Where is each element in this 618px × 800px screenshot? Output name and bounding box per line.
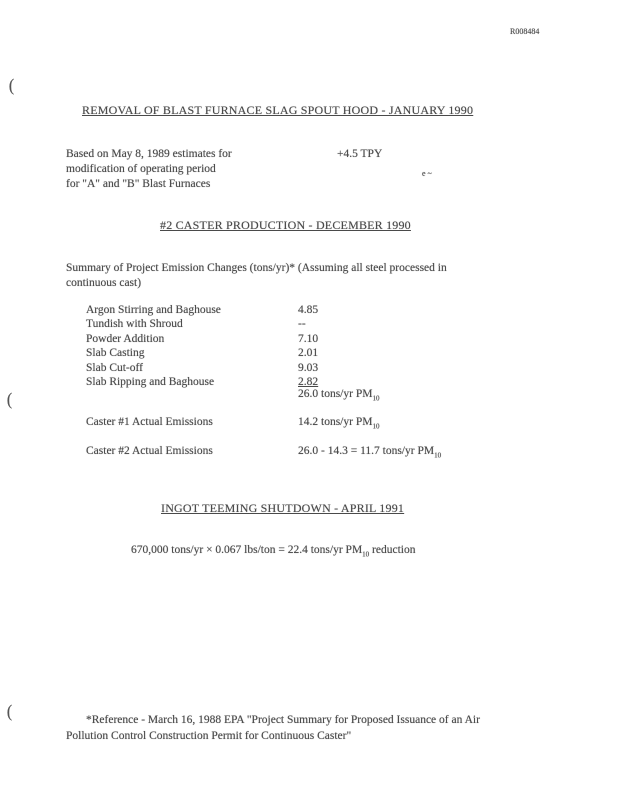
section1-line3: for "A" and "B" Blast Furnaces [66, 178, 211, 190]
emission-item-label: Slab Casting [86, 347, 145, 359]
section1-heading: REMOVAL OF BLAST FURNACE SLAG SPOUT HOOD - JANUARY 1990 [82, 103, 474, 117]
binder-mark-bottom: ( [6, 702, 14, 723]
section2-heading: #2 CASTER PRODUCTION - DECEMBER 1990 [160, 218, 411, 232]
section1-line1-value: +4.5 TPY [337, 148, 383, 160]
emission-item-value: 2.01 [298, 347, 319, 359]
stray-note: e ~ [422, 169, 432, 178]
caster2-label: Caster #2 Actual Emissions [86, 445, 213, 457]
emission-item-value: -- [298, 318, 306, 330]
footnote-line2: Pollution Control Construction Permit for Continuous Caster" [66, 730, 352, 742]
emission-item-value: 2.82 [298, 376, 319, 388]
section1-line2: modification of operating period [66, 163, 216, 175]
section1-line1: Based on May 8, 1989 estimates for [66, 148, 232, 160]
footnote-line1: *Reference - March 16, 1988 EPA "Project Summary for Proposed Issuance of an Air [86, 714, 480, 726]
caster2-value: 26.0 - 14.3 = 11.7 tons/yr $PM_{10}$ [298, 445, 442, 460]
summary-line1: Summary of Project Emission Changes (tons/yr)* (Assuming all steel processed in [66, 262, 447, 274]
emission-item-label: Slab Cut-off [86, 362, 143, 374]
ingot-calculation: 670,000 tons/yr × 0.067 lbs/ton = 22.4 tons/yr $PM_{10}$ reduction [131, 544, 416, 559]
binder-mark-top: ( [8, 76, 16, 97]
summary-line2: continuous cast) [66, 277, 142, 289]
emission-item-value: 4.85 [298, 304, 319, 316]
document-id: R008484 [510, 27, 540, 36]
total-emissions: 26.0 tons/yr $PM_{10}$ [298, 388, 380, 403]
emission-item-label: Tundish with Shroud [86, 318, 183, 330]
section3-heading: INGOT TEEMING SHUTDOWN - APRIL 1991 [161, 501, 405, 515]
caster1-label: Caster #1 Actual Emissions [86, 416, 213, 428]
emission-item-label: Slab Ripping and Baghouse [86, 376, 215, 388]
emission-item-label: Powder Addition [86, 333, 165, 345]
binder-mark-middle: ( [6, 390, 14, 411]
emission-item-label: Argon Stirring and Baghouse [86, 304, 221, 316]
caster1-value: 14.2 tons/yr $PM_{10}$ [298, 416, 380, 431]
emission-item-value: 9.03 [298, 362, 319, 374]
emission-item-value: 7.10 [298, 333, 319, 345]
